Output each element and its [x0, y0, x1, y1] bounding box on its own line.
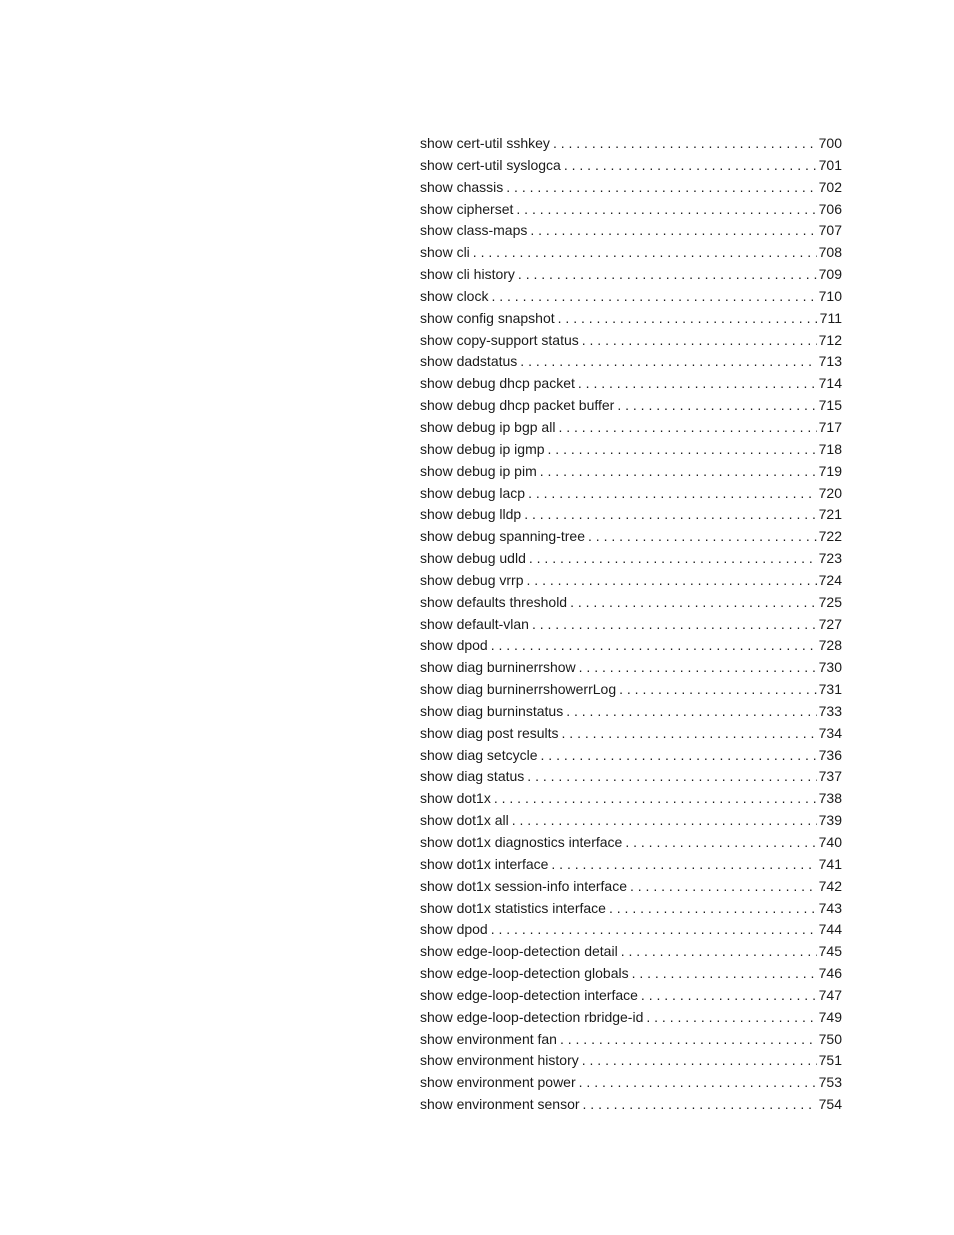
toc-entry[interactable]: [420, 570, 842, 592]
toc-entry[interactable]: [420, 963, 842, 985]
toc-entry-page: 708: [818, 244, 842, 261]
toc-entry[interactable]: [420, 592, 842, 614]
toc-entry[interactable]: [420, 461, 842, 483]
toc-entry[interactable]: [420, 1072, 842, 1094]
toc-entry[interactable]: [420, 133, 842, 155]
toc-entry[interactable]: [420, 657, 842, 679]
toc-entry-title: show diag post results: [420, 724, 559, 741]
toc-dot-leader: [579, 1072, 817, 1094]
toc-entry-page: 714: [818, 375, 842, 392]
toc-entry-page: 740: [818, 834, 842, 850]
toc-entry-title: show debug ip pim: [420, 462, 537, 479]
toc-dot-leader: [491, 635, 817, 657]
toc-entry-title: show diag burninstatus: [420, 702, 564, 719]
toc-entry[interactable]: [420, 723, 842, 745]
toc-entry-title: show environment history: [420, 1052, 579, 1069]
toc-entry-page: 710: [818, 287, 842, 304]
toc-entry-page: 712: [818, 331, 842, 348]
toc-entry-title: show chassis: [420, 178, 504, 195]
toc-entry-title: show debug ip igmp: [420, 440, 545, 457]
toc-entry-page: 706: [818, 200, 842, 217]
toc-entry-page: 709: [818, 266, 842, 283]
toc-dot-leader: [570, 592, 817, 614]
toc-entry-title: show dpod: [420, 921, 488, 938]
toc-dot-leader: [588, 526, 817, 548]
toc-entry-title: show edge-loop-detection detail: [420, 943, 618, 960]
toc-dot-leader: [558, 308, 818, 330]
toc-entry[interactable]: [420, 854, 842, 876]
toc-entry[interactable]: [420, 1094, 842, 1116]
toc-entry-title: show diag setcycle: [420, 746, 538, 763]
toc-entry[interactable]: [420, 898, 842, 920]
toc-entry-title: show class-maps: [420, 222, 528, 239]
toc-entry[interactable]: [420, 832, 842, 854]
toc-entry-page: 739: [818, 812, 842, 829]
toc-entry[interactable]: [420, 1050, 842, 1072]
toc-dot-leader: [532, 614, 817, 636]
toc-entry[interactable]: [420, 220, 842, 242]
toc-entry-title: show dadstatus: [420, 353, 518, 370]
toc-entry-page: 700: [818, 135, 842, 151]
toc-entry[interactable]: [420, 876, 842, 898]
toc-entry[interactable]: [420, 286, 842, 308]
toc-dot-leader: [527, 570, 817, 592]
toc-entry[interactable]: [420, 985, 842, 1007]
toc-entry[interactable]: [420, 635, 842, 657]
table-of-contents: [420, 133, 842, 1116]
toc-entry-page: 717: [818, 418, 842, 435]
toc-dot-leader: [529, 548, 817, 570]
toc-entry-title: show cli: [420, 244, 470, 261]
toc-entry-page: 725: [818, 593, 842, 610]
toc-entry-page: 730: [818, 659, 842, 676]
toc-entry-page: 724: [818, 571, 842, 588]
toc-entry-title: show config snapshot: [420, 309, 555, 326]
toc-entry[interactable]: [420, 1029, 842, 1051]
toc-entry[interactable]: [420, 679, 842, 701]
toc-entry[interactable]: [420, 242, 842, 264]
toc-dot-leader: [562, 723, 817, 745]
toc-entry[interactable]: [420, 199, 842, 221]
toc-dot-leader: [558, 417, 816, 439]
toc-entry-title: show copy-support status: [420, 331, 579, 348]
toc-entry-title: show edge-loop-detection rbridge-id: [420, 1008, 644, 1025]
toc-entry[interactable]: [420, 766, 842, 788]
toc-entry-page: 721: [818, 506, 842, 523]
toc-dot-leader: [553, 133, 817, 155]
toc-dot-leader: [630, 876, 817, 898]
toc-dot-leader: [621, 941, 817, 963]
toc-entry[interactable]: [420, 373, 842, 395]
toc-entry-page: 728: [818, 637, 842, 654]
toc-dot-leader: [582, 1050, 817, 1072]
toc-entry[interactable]: [420, 483, 842, 505]
toc-entry-title: show debug udld: [420, 550, 526, 567]
toc-dot-leader: [520, 351, 816, 373]
toc-dot-leader: [518, 264, 817, 286]
toc-entry[interactable]: [420, 745, 842, 767]
toc-dot-leader: [524, 504, 816, 526]
toc-dot-leader: [582, 330, 817, 352]
toc-entry-title: show edge-loop-detection globals: [420, 965, 629, 982]
toc-entry-title: show debug lacp: [420, 484, 526, 501]
toc-dot-leader: [619, 679, 817, 701]
toc-entry-title: show debug dhcp packet: [420, 375, 575, 392]
toc-entry-title: show environment power: [420, 1074, 576, 1091]
toc-entry-page: 750: [818, 1030, 842, 1047]
toc-entry-page: 707: [818, 222, 842, 239]
toc-entry-page: 731: [818, 681, 842, 698]
toc-entry-title: show default-vlan: [420, 615, 529, 632]
toc-entry-title: show dot1x session-info interface: [420, 877, 627, 894]
toc-entry-page: 741: [818, 855, 842, 872]
toc-dot-leader: [632, 963, 817, 985]
toc-dot-leader: [548, 439, 817, 461]
toc-entry[interactable]: [420, 788, 842, 810]
toc-entry-title: show diag burninerrshowerrLog: [420, 681, 617, 698]
toc-entry[interactable]: [420, 308, 842, 330]
toc-dot-leader: [528, 483, 817, 505]
toc-entry[interactable]: [420, 439, 842, 461]
toc-dot-leader: [578, 373, 817, 395]
toc-entry-page: 749: [818, 1008, 842, 1025]
toc-dot-leader: [560, 1029, 817, 1051]
toc-dot-leader: [541, 745, 817, 767]
toc-entry-page: 702: [818, 178, 842, 195]
toc-entry-title: show cert-util sshkey: [420, 135, 550, 151]
toc-entry[interactable]: [420, 395, 842, 417]
toc-entry-title: show cli history: [420, 266, 515, 283]
toc-entry[interactable]: [420, 701, 842, 723]
toc-entry-page: 746: [818, 965, 842, 982]
toc-entry-title: show diag status: [420, 768, 525, 785]
toc-entry[interactable]: [420, 155, 842, 177]
toc-entry[interactable]: [420, 504, 842, 526]
toc-dot-leader: [540, 461, 817, 483]
toc-entry[interactable]: [420, 614, 842, 636]
toc-entry[interactable]: [420, 1007, 842, 1029]
toc-entry-page: 713: [818, 353, 842, 370]
toc-dot-leader: [564, 155, 817, 177]
toc-entry-title: show defaults threshold: [420, 593, 568, 610]
toc-entry-title: show diag burninerrshow: [420, 659, 576, 676]
toc-dot-leader: [551, 854, 816, 876]
toc-entry[interactable]: [420, 919, 842, 941]
toc-dot-leader: [491, 919, 817, 941]
toc-entry-page: 720: [818, 484, 842, 501]
toc-entry[interactable]: [420, 264, 842, 286]
toc-dot-leader: [512, 810, 817, 832]
toc-entry-title: show debug dhcp packet buffer: [420, 397, 615, 414]
toc-entry-page: 744: [818, 921, 842, 938]
toc-entry-page: 753: [818, 1074, 842, 1091]
toc-entry[interactable]: [420, 810, 842, 832]
toc-entry-page: 722: [818, 528, 842, 545]
toc-entry-page: 743: [818, 899, 842, 916]
toc-entry-title: show dpod: [420, 637, 488, 654]
toc-entry-title: show clock: [420, 287, 489, 304]
toc-entry-page: 745: [818, 943, 842, 960]
toc-dot-leader: [506, 177, 816, 199]
toc-dot-leader: [527, 766, 816, 788]
toc-entry-page: 727: [818, 615, 842, 632]
toc-dot-leader: [566, 701, 816, 723]
toc-entry-title: show cert-util syslogca: [420, 156, 561, 173]
toc-entry-title: show debug ip bgp all: [420, 418, 556, 435]
toc-entry-title: show environment sensor: [420, 1096, 580, 1113]
toc-entry-page: 736: [818, 746, 842, 763]
toc-entry[interactable]: [420, 417, 842, 439]
toc-entry-title: show debug lldp: [420, 506, 522, 523]
toc-dot-leader: [494, 788, 817, 810]
toc-entry-page: 734: [818, 724, 842, 741]
toc-entry-page: 754: [818, 1096, 842, 1113]
toc-dot-leader: [646, 1007, 816, 1029]
toc-entry[interactable]: [420, 526, 842, 548]
toc-entry-title: show debug vrrp: [420, 571, 524, 588]
toc-entry-page: 711: [819, 309, 842, 326]
toc-dot-leader: [617, 395, 816, 417]
toc-entry-page: 715: [818, 397, 842, 414]
toc-entry-page: 733: [818, 702, 842, 719]
toc-entry-title: show dot1x all: [420, 812, 509, 829]
toc-dot-leader: [491, 286, 816, 308]
toc-entry-title: show dot1x interface: [420, 855, 549, 872]
toc-dot-leader: [473, 242, 817, 264]
toc-dot-leader: [641, 985, 817, 1007]
toc-entry-page: 738: [818, 790, 842, 807]
toc-entry-page: 723: [818, 550, 842, 567]
toc-entry-title: show debug spanning-tree: [420, 528, 586, 545]
toc-dot-leader: [583, 1094, 817, 1116]
toc-entry-page: 751: [818, 1052, 842, 1069]
toc-entry-title: show edge-loop-detection interface: [420, 986, 638, 1003]
toc-entry-page: 718: [818, 440, 842, 457]
toc-entry-page: 747: [818, 986, 842, 1003]
toc-entry[interactable]: [420, 548, 842, 570]
toc-entry-page: 719: [818, 462, 842, 479]
toc-dot-leader: [516, 199, 816, 221]
toc-entry-page: 737: [818, 768, 842, 785]
toc-entry-title: show environment fan: [420, 1030, 557, 1047]
toc-dot-leader: [579, 657, 817, 679]
toc-dot-leader: [530, 220, 816, 242]
toc-entry-title: show dot1x diagnostics interface: [420, 834, 623, 850]
toc-entry[interactable]: [420, 177, 842, 199]
toc-entry[interactable]: [420, 351, 842, 373]
toc-entry-title: show dot1x statistics interface: [420, 899, 606, 916]
toc-entry-page: 742: [818, 877, 842, 894]
toc-dot-leader: [609, 898, 817, 920]
toc-entry[interactable]: [420, 330, 842, 352]
toc-entry[interactable]: [420, 941, 842, 963]
toc-dot-leader: [625, 832, 816, 854]
toc-entry-title: show cipherset: [420, 200, 514, 217]
toc-entry-page: 701: [818, 156, 842, 173]
toc-entry-title: show dot1x: [420, 790, 491, 807]
